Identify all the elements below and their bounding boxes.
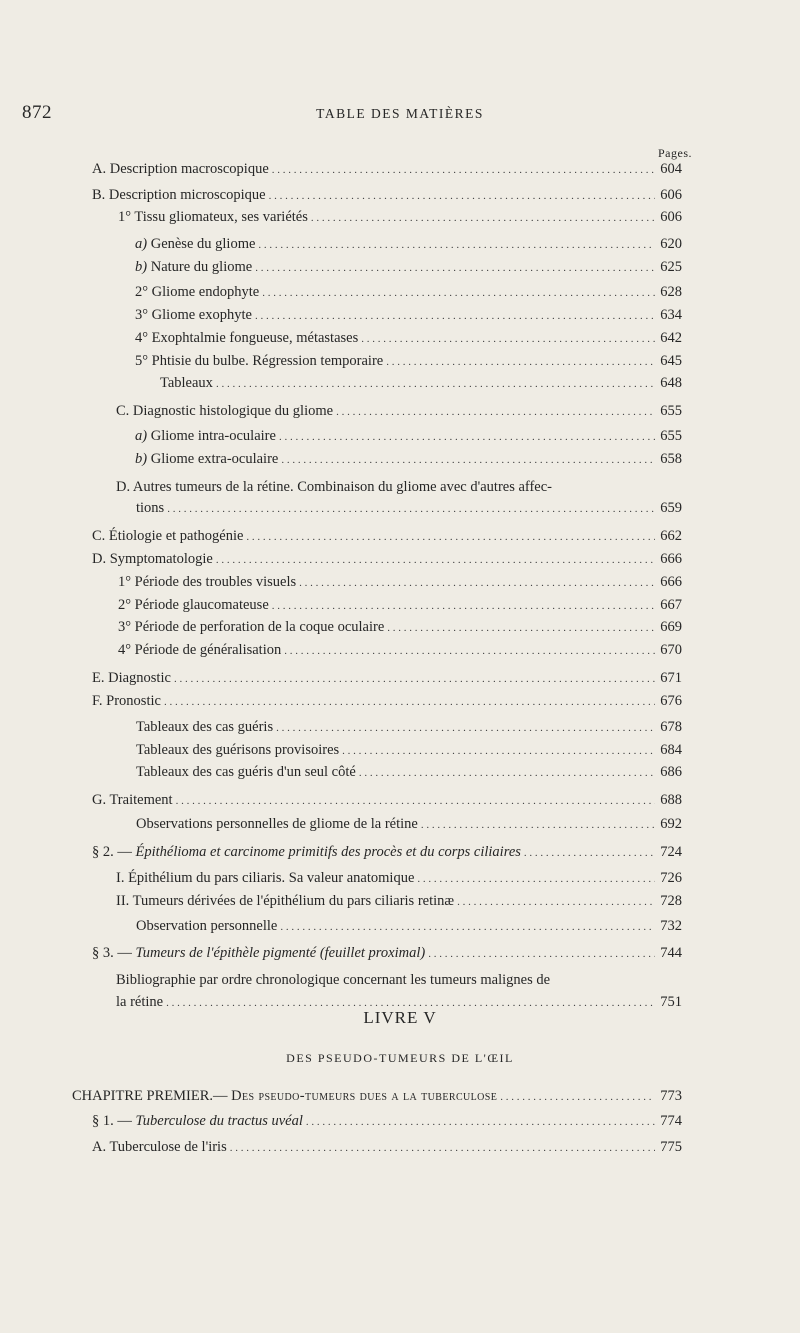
toc-entry-label: 2° Période glaucomateuse	[118, 597, 269, 613]
toc-entry-page: 620	[660, 236, 682, 252]
toc-entry-prefix: § 2. —	[92, 844, 132, 860]
toc-entry-page: 659	[660, 500, 682, 516]
toc-entry-page: 684	[660, 742, 682, 758]
toc-entry-page: 728	[660, 893, 682, 909]
toc-entry	[116, 402, 682, 421]
toc-entry-prefix: § 3. —	[92, 945, 132, 961]
toc-entry	[136, 917, 682, 936]
toc-entry	[135, 258, 682, 277]
toc-entry-label: Gliome intra-oculaire	[150, 428, 276, 444]
chapter-entry	[72, 1087, 682, 1106]
toc-entry	[136, 499, 682, 518]
toc-entry-label: Épithélioma et carcinome primitifs des procès et du corps ciliaires	[135, 844, 521, 860]
page-header	[20, 100, 780, 130]
toc-entry-label: D. Autres tumeurs de la rétine. Combinaison du gliome avec d'autres affec-	[116, 479, 553, 495]
toc-entry-label: Tableaux des cas guéris	[136, 719, 274, 735]
toc-entry-label: 4° Exophtalmie fongueuse, métastases	[135, 330, 359, 346]
toc-entry	[118, 208, 682, 227]
toc-entry-page: 658	[660, 451, 682, 467]
toc-entry-page: 667	[660, 597, 682, 613]
toc-entry-continuation: tions	[136, 500, 165, 516]
toc-entry-prefix: a)	[135, 236, 148, 252]
toc-entry	[118, 641, 682, 660]
toc-entry	[135, 283, 682, 302]
toc-entry-page: 678	[660, 719, 682, 735]
toc-entry-page: 688	[660, 792, 682, 808]
chapter-label: Des pseudo-tumeurs dues a la tuberculose	[231, 1088, 498, 1104]
toc-entry	[135, 450, 682, 469]
toc-entry-label: E. Diagnostic	[92, 670, 171, 686]
toc-entry-page: 670	[660, 642, 682, 658]
toc-entry-label: Tableaux des guérisons provisoires	[136, 742, 340, 758]
toc-entry-page: 662	[660, 528, 682, 544]
toc-entry-label: C. Diagnostic histologique du gliome	[116, 403, 334, 419]
toc-entry-label: Bibliographie par ordre chronologique concernant les tumeurs malignes de	[116, 972, 551, 988]
toc-entry-label: Observations personnelles de gliome de la rétine	[136, 816, 418, 832]
toc-entry-page: 655	[660, 428, 682, 444]
toc-entry-label: I. Épithélium du pars ciliaris. Sa valeur anatomique	[116, 870, 415, 886]
chapter-page: 774	[660, 1113, 682, 1129]
toc-entry-page: 671	[660, 670, 682, 686]
toc-entry-page: 751	[660, 994, 682, 1010]
toc-entry-page: 606	[660, 209, 682, 225]
toc-entry-label: Tableaux	[160, 375, 213, 391]
toc-entry-label: A. Description macroscopique	[92, 161, 269, 177]
toc-entry-page: 628	[660, 284, 682, 300]
chapter-prefix: § 1. —	[92, 1113, 132, 1129]
toc-entry-label: 3° Période de perforation de la coque oculaire	[118, 619, 385, 635]
toc-entry	[92, 791, 682, 810]
toc-entry	[136, 741, 682, 760]
toc-entry-label: 5° Phtisie du bulbe. Régression temporaire	[135, 353, 384, 369]
toc-entry-label: Nature du gliome	[150, 259, 253, 275]
toc-entry	[92, 186, 682, 205]
toc-entry-label: F. Pronostic	[92, 693, 161, 709]
toc-entry-label: 4° Période de généralisation	[118, 642, 282, 658]
toc-entry-page: 606	[660, 187, 682, 203]
toc-entry-page: 744	[660, 945, 682, 961]
toc-entry	[136, 815, 682, 834]
toc-entry	[135, 352, 682, 371]
toc-entry	[135, 329, 682, 348]
toc-entry	[92, 669, 682, 688]
book-subtitle: DES PSEUDO-TUMEURS DE L'ŒIL	[286, 1051, 514, 1065]
toc-entry-label: 1° Période des troubles visuels	[118, 574, 297, 590]
toc-entry-label: Tableaux des cas guéris d'un seul côté	[136, 764, 356, 780]
toc-entry	[92, 944, 682, 963]
toc-entry-label: Tumeurs de l'épithèle pigmenté (feuillet proximal)	[135, 945, 426, 961]
running-title: TABLE DES MATIÈRES	[316, 106, 484, 121]
toc-entry-label: B. Description microscopique	[92, 187, 266, 203]
toc-entry	[116, 869, 682, 888]
toc-entry-page: 669	[660, 619, 682, 635]
toc-entry	[92, 527, 682, 546]
chapter-page: 773	[660, 1088, 682, 1104]
toc-entry-label: 1° Tissu gliomateux, ses variétés	[118, 209, 308, 225]
toc-entry-page: 666	[660, 551, 682, 567]
toc-entry-page: 642	[660, 330, 682, 346]
toc-entry	[92, 843, 682, 862]
chapter-page: 775	[660, 1139, 682, 1155]
chapter-label: A. Tuberculose de l'iris	[92, 1139, 227, 1155]
toc-entry	[160, 374, 682, 393]
toc-entry-continuation: la rétine	[116, 994, 164, 1010]
toc-entry	[118, 573, 682, 592]
toc-entry-page: 724	[660, 844, 682, 860]
toc-entry-label: D. Symptomatologie	[92, 551, 213, 567]
toc-entry-label: 2° Gliome endophyte	[135, 284, 260, 300]
toc-entry-page: 666	[660, 574, 682, 590]
pages-column-label: Pages.	[658, 146, 692, 160]
toc-entry-page: 648	[660, 375, 682, 391]
toc-entry-page: 732	[660, 918, 682, 934]
toc-entry	[136, 763, 682, 782]
toc-entry-page: 655	[660, 403, 682, 419]
book-title: LIVRE V	[363, 1008, 437, 1027]
toc-entry	[118, 618, 682, 637]
chapter-entry	[92, 1112, 682, 1131]
toc-entry-page: 625	[660, 259, 682, 275]
chapter-entry	[92, 1138, 682, 1157]
chapter-prefix: CHAPITRE PREMIER.—	[72, 1088, 228, 1104]
toc-entry-label: Gliome extra-oculaire	[150, 451, 279, 467]
toc-entry	[135, 306, 682, 325]
toc-entry-page: 634	[660, 307, 682, 323]
toc-entry-page: 676	[660, 693, 682, 709]
toc-entry	[136, 718, 682, 737]
toc-entry	[92, 160, 682, 179]
toc-entry-label: G. Traitement	[92, 792, 173, 808]
toc-entry-page: 726	[660, 870, 682, 886]
toc-entry	[135, 235, 682, 254]
toc-entry-label: 3° Gliome exophyte	[135, 307, 252, 323]
toc-entry	[92, 550, 682, 569]
page-number: 872	[22, 102, 52, 123]
toc-entry	[135, 427, 682, 446]
toc-entry	[116, 892, 682, 911]
toc-entry-prefix: a)	[135, 428, 148, 444]
toc-entry-prefix: b)	[135, 259, 148, 275]
toc-entry-label: Observation personnelle	[136, 918, 278, 934]
chapter-label: Tuberculose du tractus uvéal	[135, 1113, 303, 1129]
toc-entry-prefix: b)	[135, 451, 148, 467]
toc-entry-label: II. Tumeurs dérivées de l'épithélium du pars ciliaris retinæ	[116, 893, 455, 909]
toc-entry-page: 645	[660, 353, 682, 369]
toc-entry	[118, 596, 682, 615]
toc-entry-page: 692	[660, 816, 682, 832]
toc-entry-label: Genèse du gliome	[150, 236, 256, 252]
toc-entry-page: 604	[660, 161, 682, 177]
toc-entry	[92, 692, 682, 711]
toc-entry-page: 686	[660, 764, 682, 780]
toc-entry-label: C. Étiologie et pathogénie	[92, 528, 244, 544]
